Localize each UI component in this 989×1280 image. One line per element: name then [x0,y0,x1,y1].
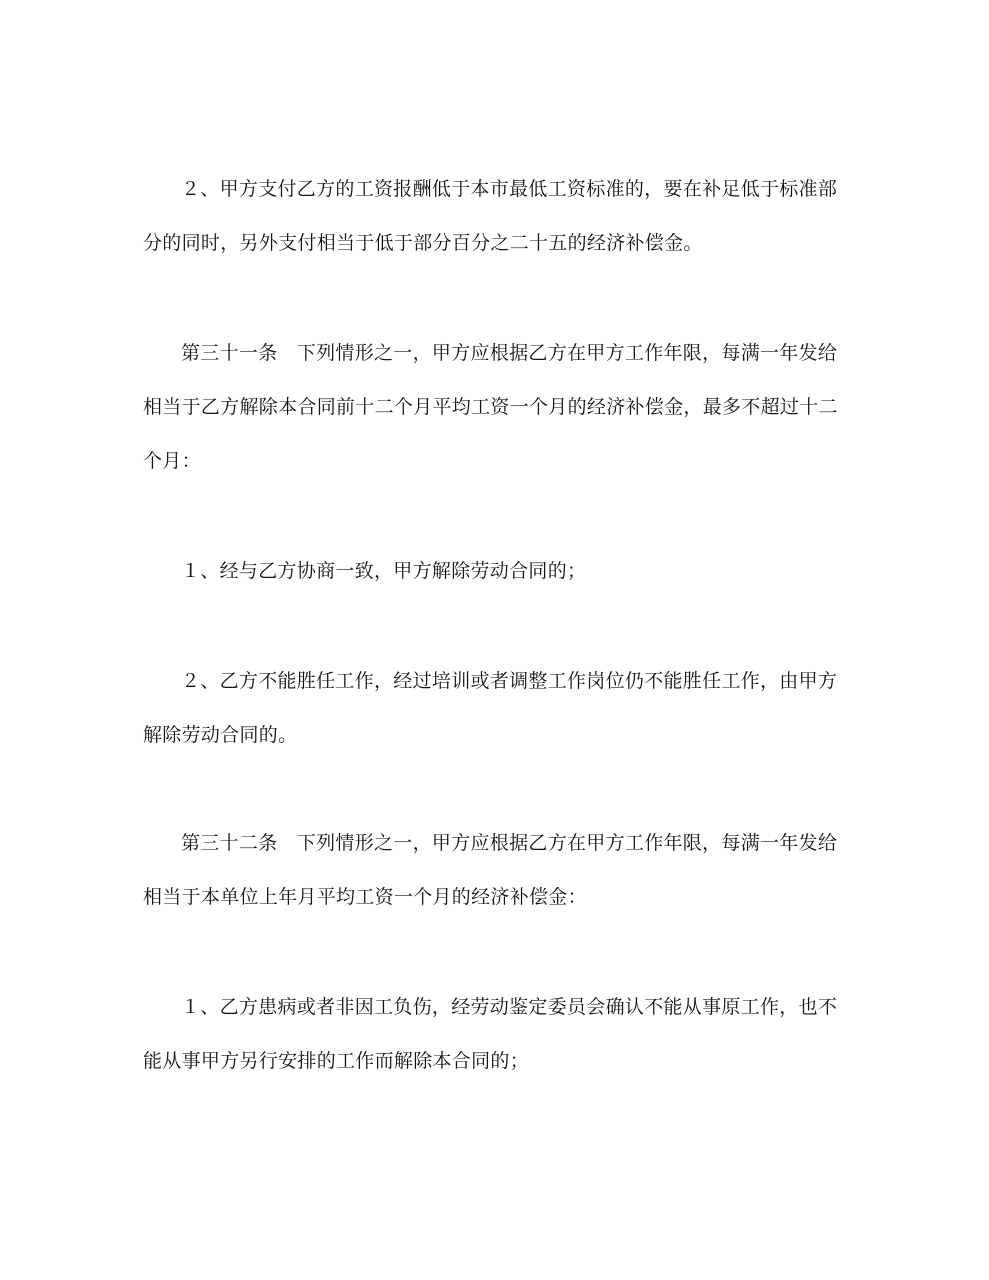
article-32-item-1: １、乙方患病或者非因工负伤，经劳动鉴定委员会确认不能从事原工作，也不能从事甲方另行安排的工作而解除本合同的； [143,996,838,1072]
clause-item-2-min-wage: ２、甲方支付乙方的工资报酬低于本市最低工资标准的，要在补足低于标准部分的同时，另外支付相当于低于部分百分之二十五的经济补偿金。 [143,178,838,254]
article-32: 第三十二条 下列情形之一，甲方应根据乙方在甲方工作年限，每满一年发给相当于本单位上年月平均工资一个月的经济补偿金： [143,832,838,908]
article-31: 第三十一条 下列情形之一，甲方应根据乙方在甲方工作年限，每满一年发给相当于乙方解除本合同前十二个月平均工资一个月的经济补偿金，最多不超过十二个月： [143,342,838,472]
article-31-item-1: １、经与乙方协商一致，甲方解除劳动合同的； [181,560,587,582]
article-31-item-2: ２、乙方不能胜任工作，经过培训或者调整工作岗位仍不能胜任工作，由甲方解除劳动合同的。 [143,670,838,746]
